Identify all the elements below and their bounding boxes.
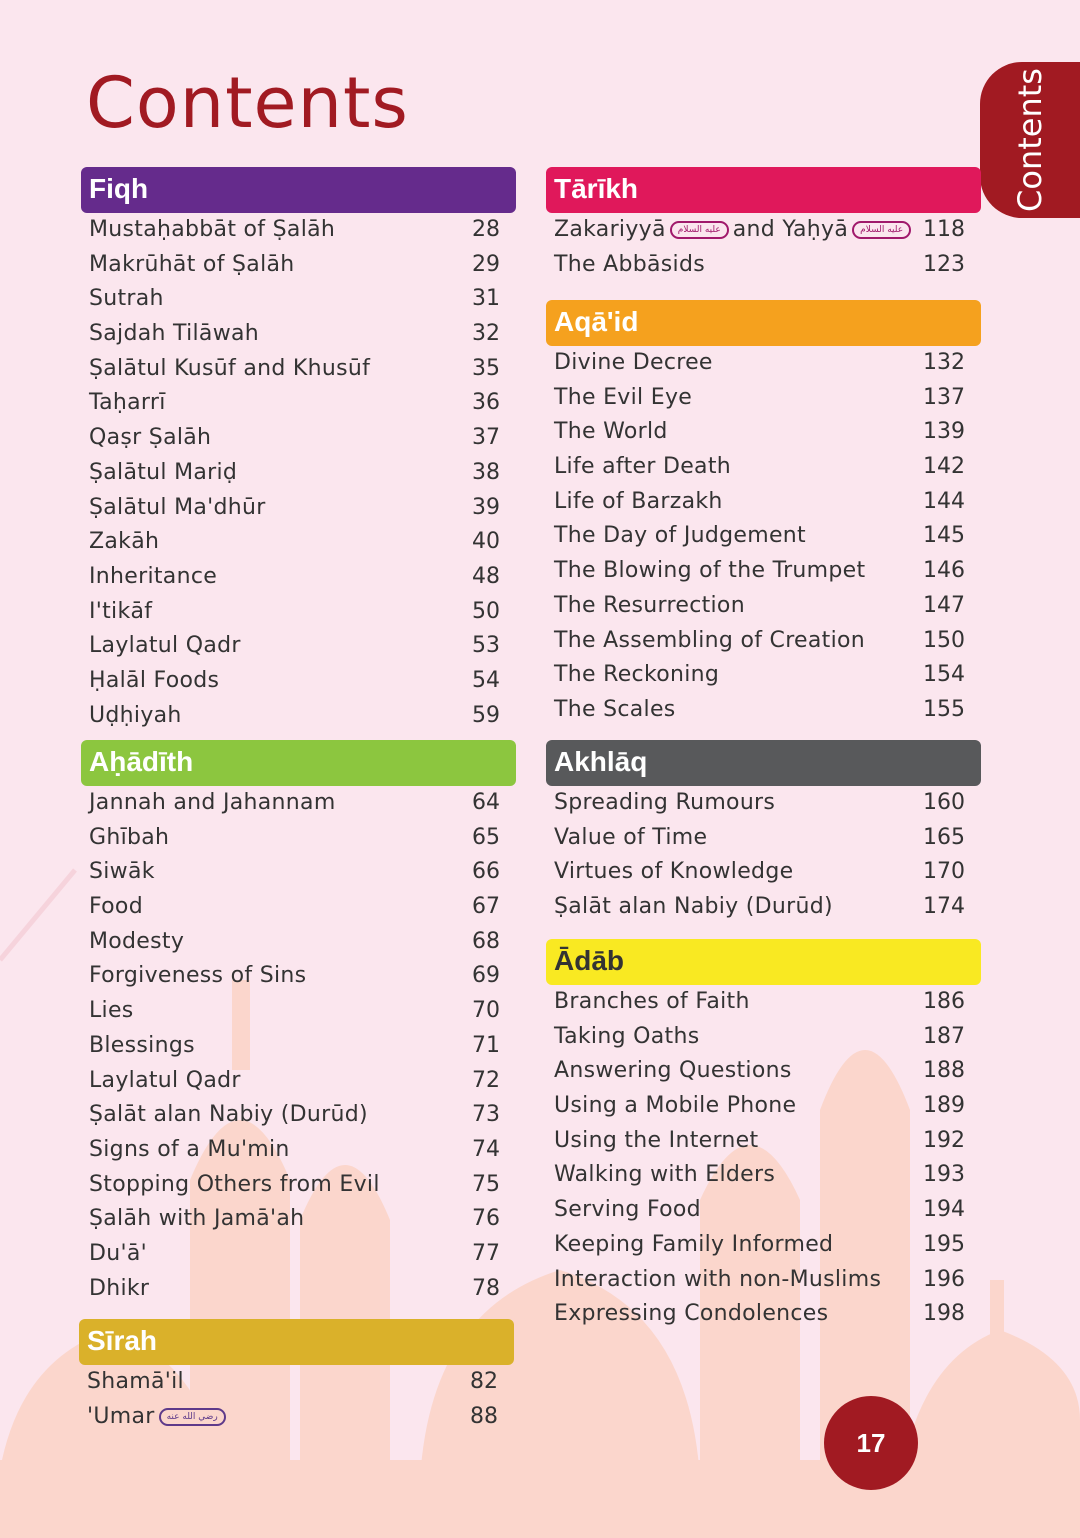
entry-title-text: Taking Oaths xyxy=(554,1023,700,1049)
entry-page-number: 186 xyxy=(923,989,965,1014)
entry-page-number: 77 xyxy=(472,1240,500,1266)
entry-page-number: 118 xyxy=(923,217,965,242)
entry-page-number: 70 xyxy=(472,998,500,1024)
section-header-tarikh: Tārīkh xyxy=(546,167,981,213)
entry-title xyxy=(554,1228,833,1263)
entry-title xyxy=(89,248,295,283)
entry-title xyxy=(89,821,169,856)
entry-title xyxy=(89,560,217,595)
section-fiqh xyxy=(81,167,516,733)
toc-entry xyxy=(546,213,981,248)
entry-list-tarikh xyxy=(546,213,981,282)
toc-entry xyxy=(81,994,516,1029)
entry-page-number: 74 xyxy=(472,1136,500,1162)
toc-entry xyxy=(546,1089,981,1124)
entry-title-text: The Day of Judgement xyxy=(554,523,806,549)
entry-title-text: Blessings xyxy=(89,1032,195,1058)
entry-title xyxy=(89,1029,195,1064)
entry-title xyxy=(89,525,159,560)
entry-title xyxy=(89,1202,304,1237)
entry-title xyxy=(554,658,719,693)
entry-title xyxy=(554,821,707,856)
toc-entry xyxy=(81,1064,516,1099)
section-header-fiqh: Fiqh xyxy=(81,167,516,213)
entry-page-number: 69 xyxy=(472,963,500,989)
toc-entry xyxy=(81,248,516,283)
toc-entry xyxy=(81,1272,516,1307)
toc-entry xyxy=(546,415,981,450)
entry-title-text: Taḥarrī xyxy=(89,390,166,416)
page-number-badge: 17 xyxy=(824,1396,918,1490)
entry-title-text: Siwāk xyxy=(89,859,155,885)
entry-title-text: Sutrah xyxy=(89,286,164,312)
entry-page-number: 75 xyxy=(472,1171,500,1197)
toc-entry xyxy=(81,456,516,491)
entry-page-number: 67 xyxy=(472,894,500,920)
entry-page-number: 144 xyxy=(923,488,965,514)
toc-entry xyxy=(81,821,516,856)
entry-title-text: Branches of Faith xyxy=(554,989,750,1014)
toc-entry xyxy=(81,1202,516,1237)
entry-title-text: I'tikāf xyxy=(89,598,153,624)
section-tarikh xyxy=(546,167,981,282)
entry-title xyxy=(89,959,306,994)
toc-entry xyxy=(81,786,516,821)
entry-page-number: 54 xyxy=(472,667,500,693)
entry-page-number: 29 xyxy=(472,251,500,277)
entry-title-text: The Abbāsids xyxy=(554,251,705,277)
entry-title xyxy=(554,346,713,381)
entry-title-text: Laylatul Qadr xyxy=(89,633,241,659)
entry-title xyxy=(554,248,705,283)
toc-entry xyxy=(546,1228,981,1263)
entry-page-number: 82 xyxy=(470,1369,498,1394)
page-title: Contents xyxy=(86,62,409,144)
entry-title xyxy=(554,1297,828,1332)
entry-title-text: Forgiveness of Sins xyxy=(89,963,307,989)
toc-entry xyxy=(546,855,981,890)
toc-entry xyxy=(81,925,516,960)
toc-entry xyxy=(81,855,516,890)
entry-page-number: 39 xyxy=(472,494,500,520)
entry-page-number: 155 xyxy=(923,696,965,722)
entry-title-text: The Reckoning xyxy=(554,662,720,688)
toc-entry xyxy=(81,699,516,734)
toc-entry xyxy=(546,485,981,520)
entry-page-number: 72 xyxy=(472,1067,500,1093)
entry-title xyxy=(554,213,915,248)
entry-title xyxy=(554,1054,792,1089)
entry-title-text: Ghībah xyxy=(89,824,170,850)
entry-page-number: 198 xyxy=(923,1301,965,1327)
toc-entry xyxy=(81,959,516,994)
toc-entry xyxy=(81,595,516,630)
entry-title-text: Ḥalāl Foods xyxy=(89,667,220,693)
entry-list-aqaid xyxy=(546,346,981,728)
entry-title xyxy=(89,317,259,352)
entry-title xyxy=(554,589,745,624)
toc-entry xyxy=(81,213,516,248)
entry-title xyxy=(554,1089,796,1124)
entry-title-text: Using the Internet xyxy=(554,1127,759,1153)
entry-title-text: Jannah and Jahannam xyxy=(89,790,336,815)
entry-title-text: and Yaḥyā xyxy=(732,217,849,242)
entry-page-number: 78 xyxy=(472,1275,500,1301)
entry-title-text: Walking with Elders xyxy=(554,1162,776,1188)
entry-title-text: Food xyxy=(89,894,143,920)
entry-title-text: Interaction with non-Muslims xyxy=(554,1266,882,1292)
entry-title-text: Ṣalāt alan Nabiy (Durūd) xyxy=(554,894,833,920)
entry-title xyxy=(89,1064,241,1099)
entry-title xyxy=(554,1020,699,1055)
toc-entry xyxy=(546,624,981,659)
toc-entry xyxy=(81,1098,516,1133)
entry-title-text: Using a Mobile Phone xyxy=(554,1093,797,1119)
toc-entry xyxy=(546,381,981,416)
entry-title xyxy=(554,519,806,554)
entry-title-text: The World xyxy=(554,419,668,445)
section-header-ahadith: Aḥādīth xyxy=(81,740,516,786)
toc-entry xyxy=(546,890,981,925)
entry-title xyxy=(554,450,731,485)
entry-title xyxy=(89,664,219,699)
entry-list-fiqh xyxy=(81,213,516,733)
entry-page-number: 48 xyxy=(472,563,500,589)
toc-entry xyxy=(546,450,981,485)
entry-title-text: Modesty xyxy=(89,928,185,954)
toc-entry xyxy=(546,1054,981,1089)
entry-page-number: 40 xyxy=(472,529,500,555)
entry-title xyxy=(89,595,152,630)
entry-page-number: 154 xyxy=(923,662,965,688)
entry-title-text: Shamā'il xyxy=(87,1369,184,1394)
entry-page-number: 160 xyxy=(923,790,965,815)
entry-title-text: Life after Death xyxy=(554,454,732,480)
side-tab xyxy=(980,62,1080,218)
entry-title xyxy=(89,491,266,526)
entry-title xyxy=(89,213,335,248)
entry-title xyxy=(89,352,370,387)
entry-page-number: 71 xyxy=(472,1032,500,1058)
toc-entry xyxy=(81,282,516,317)
toc-entry xyxy=(81,491,516,526)
section-aqaid xyxy=(546,300,981,728)
entry-title-text: Inheritance xyxy=(89,563,218,589)
entry-page-number: 68 xyxy=(472,928,500,954)
entry-title-text: The Resurrection xyxy=(554,592,745,618)
entry-title-text: Dhikr xyxy=(89,1275,150,1301)
entry-title xyxy=(89,994,134,1029)
entry-page-number: 36 xyxy=(472,390,500,416)
entry-title-text: Signs of a Mu'min xyxy=(89,1136,290,1162)
entry-title xyxy=(554,693,676,728)
entry-title-text: The Assembling of Creation xyxy=(554,627,866,653)
entry-title xyxy=(89,890,143,925)
entry-title xyxy=(89,925,184,960)
honorific-badge: عليه السلام xyxy=(670,221,729,239)
entry-page-number: 137 xyxy=(923,384,965,410)
entry-page-number: 35 xyxy=(472,355,500,381)
entry-page-number: 32 xyxy=(472,321,500,347)
entry-title xyxy=(554,855,793,890)
toc-entry xyxy=(81,560,516,595)
entry-page-number: 150 xyxy=(923,627,965,653)
toc-entry xyxy=(79,1400,514,1435)
entry-title xyxy=(554,890,833,925)
toc-entry xyxy=(81,664,516,699)
honorific-badge: عليه السلام xyxy=(852,221,911,239)
entry-title xyxy=(89,282,164,317)
entry-title xyxy=(89,421,211,456)
entry-page-number: 139 xyxy=(923,419,965,445)
entry-title-text: The Scales xyxy=(554,696,676,722)
entry-title xyxy=(554,786,775,821)
section-header-akhlaq: Akhlāq xyxy=(546,740,981,786)
toc-entry xyxy=(81,1133,516,1168)
entry-title-text: Ṣalāt alan Nabiy (Durūd) xyxy=(89,1102,368,1128)
section-akhlaq xyxy=(546,740,981,925)
entry-title xyxy=(89,386,166,421)
entry-title xyxy=(89,1168,380,1203)
entry-title xyxy=(554,1263,881,1298)
side-tab-label: Contents xyxy=(1011,68,1049,212)
entry-title xyxy=(89,629,241,664)
entry-list-akhlaq xyxy=(546,786,981,925)
toc-entry xyxy=(546,1263,981,1298)
toc-entry xyxy=(81,1029,516,1064)
section-adab xyxy=(546,939,981,1332)
entry-title xyxy=(554,1124,758,1159)
entry-page-number: 88 xyxy=(470,1403,498,1429)
toc-entry xyxy=(81,525,516,560)
entry-title xyxy=(87,1365,184,1400)
entry-title-text: Life of Barzakh xyxy=(554,488,723,514)
entry-title xyxy=(554,1193,701,1228)
entry-list-sirah xyxy=(79,1365,514,1434)
entry-title xyxy=(554,985,750,1020)
entry-title xyxy=(89,1133,290,1168)
entry-page-number: 193 xyxy=(923,1162,965,1188)
entry-title-text: Virtues of Knowledge xyxy=(554,859,794,885)
entry-title xyxy=(554,381,692,416)
entry-page-number: 132 xyxy=(923,350,965,375)
entry-title-text: Zakariyyā xyxy=(554,217,666,242)
entry-page-number: 53 xyxy=(472,633,500,659)
entry-title xyxy=(554,554,865,589)
entry-title-text: Du'ā' xyxy=(89,1240,147,1266)
entry-page-number: 187 xyxy=(923,1023,965,1049)
toc-entry xyxy=(546,589,981,624)
entry-title-text: Mustaḥabbāt of Ṣalāh xyxy=(89,217,336,242)
toc-entry xyxy=(546,658,981,693)
toc-entry xyxy=(81,421,516,456)
toc-entry xyxy=(546,1297,981,1332)
entry-list-ahadith xyxy=(81,786,516,1306)
entry-page-number: 195 xyxy=(923,1231,965,1257)
entry-title-text: The Evil Eye xyxy=(554,384,693,410)
toc-entry xyxy=(546,786,981,821)
entry-title-text: Value of Time xyxy=(554,824,708,850)
toc-entry xyxy=(81,352,516,387)
entry-title-text: Qaṣr Ṣalāh xyxy=(89,425,212,451)
entry-page-number: 65 xyxy=(472,824,500,850)
entry-list-adab xyxy=(546,985,981,1332)
toc-entry xyxy=(546,519,981,554)
entry-title-text: Uḍḥiyah xyxy=(89,702,182,728)
entry-page-number: 174 xyxy=(923,894,965,920)
entry-title xyxy=(554,624,865,659)
entry-page-number: 76 xyxy=(472,1206,500,1232)
entry-page-number: 147 xyxy=(923,592,965,618)
entry-title-text: Laylatul Qadr xyxy=(89,1067,241,1093)
entry-title xyxy=(89,1237,147,1272)
entry-title-text: Makrūhāt of Ṣalāh xyxy=(89,251,295,277)
entry-title-text: Zakāh xyxy=(89,529,160,555)
entry-page-number: 37 xyxy=(472,425,500,451)
toc-entry xyxy=(81,890,516,925)
entry-page-number: 38 xyxy=(472,459,500,485)
entry-title xyxy=(89,1272,149,1307)
toc-entry xyxy=(81,386,516,421)
entry-title-text: Spreading Rumours xyxy=(554,790,776,815)
entry-title xyxy=(554,485,723,520)
entry-page-number: 145 xyxy=(923,523,965,549)
entry-page-number: 66 xyxy=(472,859,500,885)
entry-title-text: Expressing Condolences xyxy=(554,1301,829,1327)
entry-title xyxy=(89,456,237,491)
toc-entry xyxy=(546,554,981,589)
toc-entry xyxy=(546,693,981,728)
entry-title-text: Ṣalāh with Jamā'ah xyxy=(89,1206,305,1232)
entry-page-number: 170 xyxy=(923,859,965,885)
section-header-aqaid: Aqā'id xyxy=(546,300,981,346)
entry-title-text: Keeping Family Informed xyxy=(554,1231,834,1257)
toc-entry xyxy=(546,1124,981,1159)
entry-page-number: 59 xyxy=(472,702,500,728)
entry-page-number: 31 xyxy=(472,286,500,312)
entry-page-number: 194 xyxy=(923,1197,965,1223)
toc-entry xyxy=(546,1020,981,1055)
toc-entry xyxy=(546,248,981,283)
entry-page-number: 142 xyxy=(923,454,965,480)
entry-title-text: Divine Decree xyxy=(554,350,713,375)
toc-entry xyxy=(546,1193,981,1228)
entry-page-number: 165 xyxy=(923,824,965,850)
entry-title xyxy=(87,1400,230,1435)
entry-title-text: Stopping Others from Evil xyxy=(89,1171,380,1197)
entry-title-text: 'Umar xyxy=(87,1403,155,1429)
entry-title xyxy=(554,1158,775,1193)
entry-page-number: 188 xyxy=(923,1058,965,1084)
entry-title xyxy=(554,415,668,450)
entry-title xyxy=(89,855,155,890)
entry-title-text: Serving Food xyxy=(554,1197,701,1223)
entry-title xyxy=(89,786,336,821)
entry-title xyxy=(89,699,182,734)
section-header-sirah: Sīrah xyxy=(79,1319,514,1365)
entry-page-number: 64 xyxy=(472,790,500,815)
section-sirah xyxy=(79,1319,514,1434)
toc-entry xyxy=(81,629,516,664)
entry-page-number: 192 xyxy=(923,1127,965,1153)
entry-title-text: Ṣalātul Kusūf and Khusūf xyxy=(89,355,371,381)
entry-page-number: 73 xyxy=(472,1102,500,1128)
entry-title-text: Lies xyxy=(89,998,134,1024)
honorific-badge: رضي الله عنه xyxy=(159,1408,226,1426)
toc-entry xyxy=(546,985,981,1020)
toc-entry xyxy=(546,1158,981,1193)
entry-page-number: 146 xyxy=(923,558,965,584)
toc-entry xyxy=(81,1237,516,1272)
entry-title-text: Ṣalātul Ma'dhūr xyxy=(89,494,266,520)
entry-page-number: 189 xyxy=(923,1093,965,1119)
entry-page-number: 123 xyxy=(923,251,965,277)
entry-title-text: Ṣalātul Mariḍ xyxy=(89,459,238,485)
toc-entry xyxy=(81,1168,516,1203)
entry-title xyxy=(89,1098,368,1133)
toc-entry xyxy=(546,346,981,381)
section-header-adab: Ādāb xyxy=(546,939,981,985)
entry-title-text: Answering Questions xyxy=(554,1058,792,1084)
toc-entry xyxy=(79,1365,514,1400)
entry-page-number: 28 xyxy=(472,217,500,242)
entry-page-number: 50 xyxy=(472,598,500,624)
toc-entry xyxy=(81,317,516,352)
entry-title-text: The Blowing of the Trumpet xyxy=(554,558,866,584)
section-ahadith xyxy=(81,740,516,1306)
entry-title-text: Sajdah Tilāwah xyxy=(89,321,260,347)
entry-page-number: 196 xyxy=(923,1266,965,1292)
toc-entry xyxy=(546,821,981,856)
